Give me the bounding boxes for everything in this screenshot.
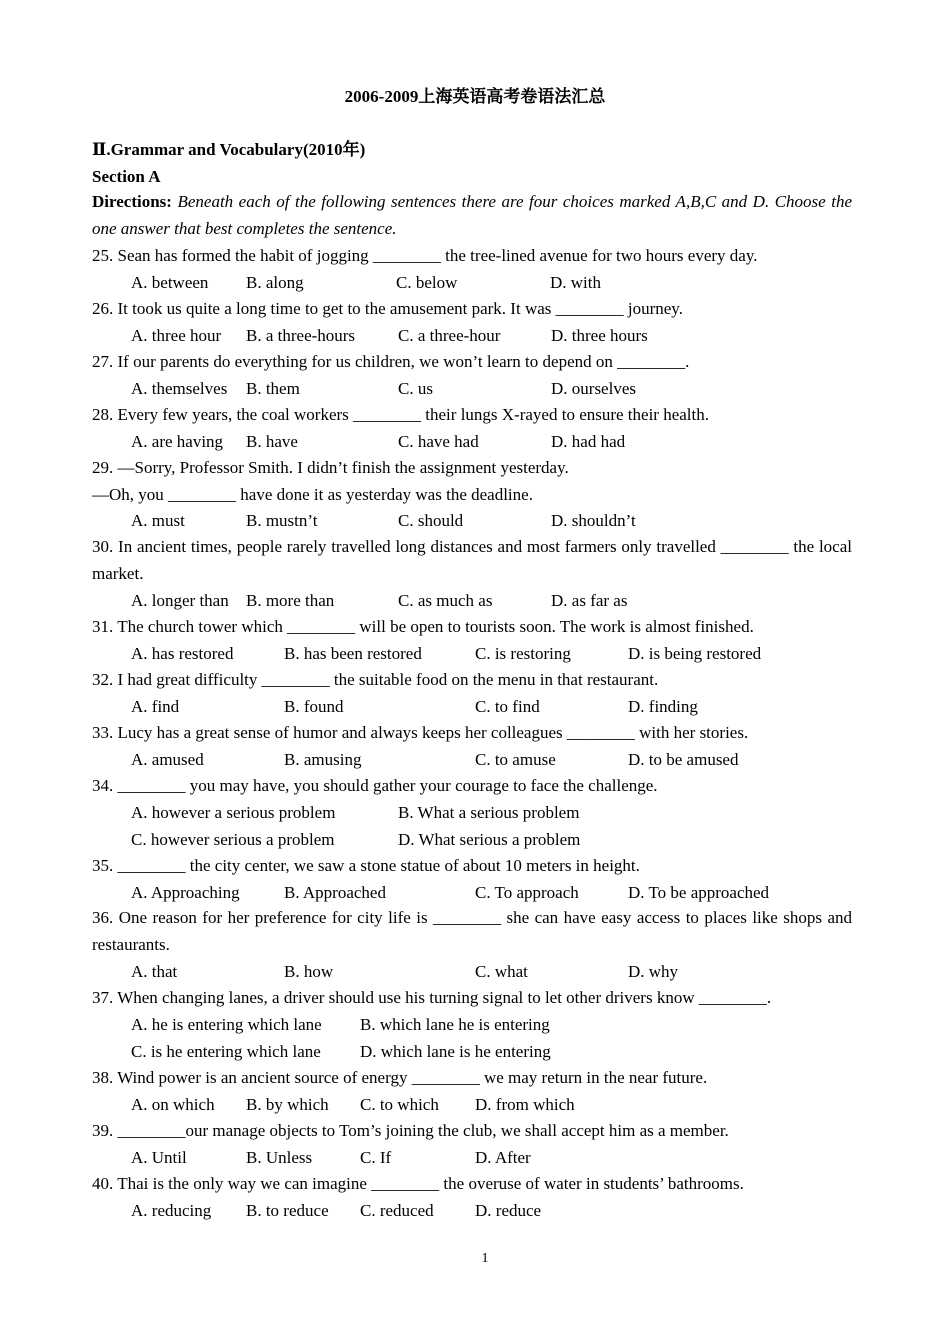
option-c: C. as much as xyxy=(398,591,493,610)
option-d: D. as far as xyxy=(551,591,628,610)
option-a: A. he is entering which lane xyxy=(131,1015,322,1034)
document-title: 2006-2009上海英语高考卷语法汇总 xyxy=(344,87,606,106)
question-stem: 37. When changing lanes, a driver should use his turning signal to let other drivers know ________. xyxy=(92,988,772,1007)
option-a: A. that xyxy=(131,962,178,981)
option-d: D. why xyxy=(628,962,679,981)
option-c: C. is he entering which lane xyxy=(131,1042,321,1061)
option-d: D. shouldn’t xyxy=(551,511,636,530)
question-stem-reply: —Oh, you ________ have done it as yesterday was the deadline. xyxy=(92,485,533,504)
option-a: A. three hour xyxy=(131,326,222,345)
option-c: C. a three-hour xyxy=(398,326,501,345)
option-b: B. found xyxy=(284,697,344,716)
option-a: A. must xyxy=(131,511,185,530)
option-d: D. is being restored xyxy=(628,644,762,663)
option-c: C. To approach xyxy=(475,883,579,902)
section-heading: Section A xyxy=(92,167,161,186)
option-a: A. amused xyxy=(131,750,204,769)
option-d: D. After xyxy=(475,1148,531,1167)
option-d: D. had had xyxy=(551,432,626,451)
option-d: D. reduce xyxy=(475,1201,542,1220)
option-b: B. a three-hours xyxy=(246,326,356,345)
question-stem: 35. ________ the city center, we saw a stone statue of about 10 meters in height. xyxy=(92,856,640,875)
option-c: C. to amuse xyxy=(475,750,556,769)
question-stem: 39. ________our manage objects to Tom’s joining the club, we shall accept him as a member. xyxy=(92,1121,729,1140)
option-b: B. mustn’t xyxy=(246,511,318,530)
option-a: A. Approaching xyxy=(131,883,240,902)
option-b: B. What a serious problem xyxy=(398,803,580,822)
option-c: C. If xyxy=(360,1148,392,1167)
question-stem: 27. If our parents do everything for us children, we won’t learn to depend on ________. xyxy=(92,352,690,371)
question-stem: 28. Every few years, the coal workers ________ their lungs X-rayed to ensure their health. xyxy=(92,405,709,424)
option-d: D. to be amused xyxy=(628,750,739,769)
option-a: A. reducing xyxy=(131,1201,212,1220)
option-a: A. longer than xyxy=(131,591,229,610)
option-c: C. to find xyxy=(475,697,540,716)
question-stem: 29. —Sorry, Professor Smith. I didn’t finish the assignment yesterday. xyxy=(92,458,569,477)
question-stem: 31. The church tower which ________ will be open to tourists soon. The work is almost finished. xyxy=(92,617,754,636)
option-b: B. how xyxy=(284,962,334,981)
option-a: A. themselves xyxy=(131,379,228,398)
option-a: A. Until xyxy=(131,1148,187,1167)
option-d: D. To be approached xyxy=(628,883,770,902)
option-b: B. along xyxy=(246,273,304,292)
option-a: A. are having xyxy=(131,432,224,451)
option-d: D. finding xyxy=(628,697,698,716)
question-stem: 34. ________ you may have, you should gather your courage to face the challenge. xyxy=(92,776,658,795)
option-c: C. us xyxy=(398,379,433,398)
option-d: D. with xyxy=(550,273,601,292)
option-d: D. three hours xyxy=(551,326,648,345)
page-number: 1 xyxy=(481,1251,489,1266)
option-b: B. has been restored xyxy=(284,644,422,663)
question-stem: 36. One reason for her preference for city life is ________ she can have easy access to places like shops and restaurants. xyxy=(92,908,852,954)
option-d: D. which lane is he entering xyxy=(360,1042,551,1061)
question-stem: 30. In ancient times, people rarely travelled long distances and most farmers only travelled ________ the local market. xyxy=(92,537,852,583)
option-c: C. reduced xyxy=(360,1201,434,1220)
option-b: B. Unless xyxy=(246,1148,313,1167)
option-c: C. is restoring xyxy=(475,644,571,663)
option-c: C. should xyxy=(398,511,464,530)
option-a: A. find xyxy=(131,697,180,716)
option-a: A. however a serious problem xyxy=(131,803,336,822)
question-stem: 32. I had great difficulty ________ the suitable food on the menu in that restaurant. xyxy=(92,670,659,689)
option-b: B. by which xyxy=(246,1095,329,1114)
question-stem: 38. Wind power is an ancient source of energy ________ we may return in the near future. xyxy=(92,1068,708,1087)
part-heading: Ⅱ.Grammar and Vocabulary(2010年) xyxy=(92,140,366,159)
option-a: A. on which xyxy=(131,1095,215,1114)
option-b: B. have xyxy=(246,432,298,451)
option-b: B. to reduce xyxy=(246,1201,329,1220)
directions-label: Directions: xyxy=(92,192,172,211)
question-stem: 33. Lucy has a great sense of humor and always keeps her colleagues ________ with her stories. xyxy=(92,723,749,742)
option-c: C. what xyxy=(475,962,528,981)
option-b: B. amusing xyxy=(284,750,362,769)
option-b: B. them xyxy=(246,379,300,398)
option-b: B. which lane he is entering xyxy=(360,1015,550,1034)
option-b: B. more than xyxy=(246,591,335,610)
option-c: C. to which xyxy=(360,1095,439,1114)
option-c: C. below xyxy=(396,273,458,292)
option-a: A. has restored xyxy=(131,644,234,663)
option-d: D. ourselves xyxy=(551,379,636,398)
option-a: A. between xyxy=(131,273,209,292)
question-stem: 26. It took us quite a long time to get to the amusement park. It was ________ journey. xyxy=(92,299,683,318)
directions-paragraph xyxy=(92,189,852,242)
option-d: D. What serious a problem xyxy=(398,830,581,849)
question-stem: 40. Thai is the only way we can imagine ________ the overuse of water in students’ bathrooms. xyxy=(92,1174,744,1193)
option-b: B. Approached xyxy=(284,883,386,902)
question-stem: 25. Sean has formed the habit of jogging ________ the tree-lined avenue for two hours every day. xyxy=(92,246,758,265)
option-c: C. have had xyxy=(398,432,479,451)
directions-text: Beneath each of the following sentences there are four choices marked A,B,C and D. Choose the one answer that best completes the sentence. xyxy=(92,192,853,238)
option-c: C. however serious a problem xyxy=(131,830,335,849)
option-d: D. from which xyxy=(475,1095,575,1114)
